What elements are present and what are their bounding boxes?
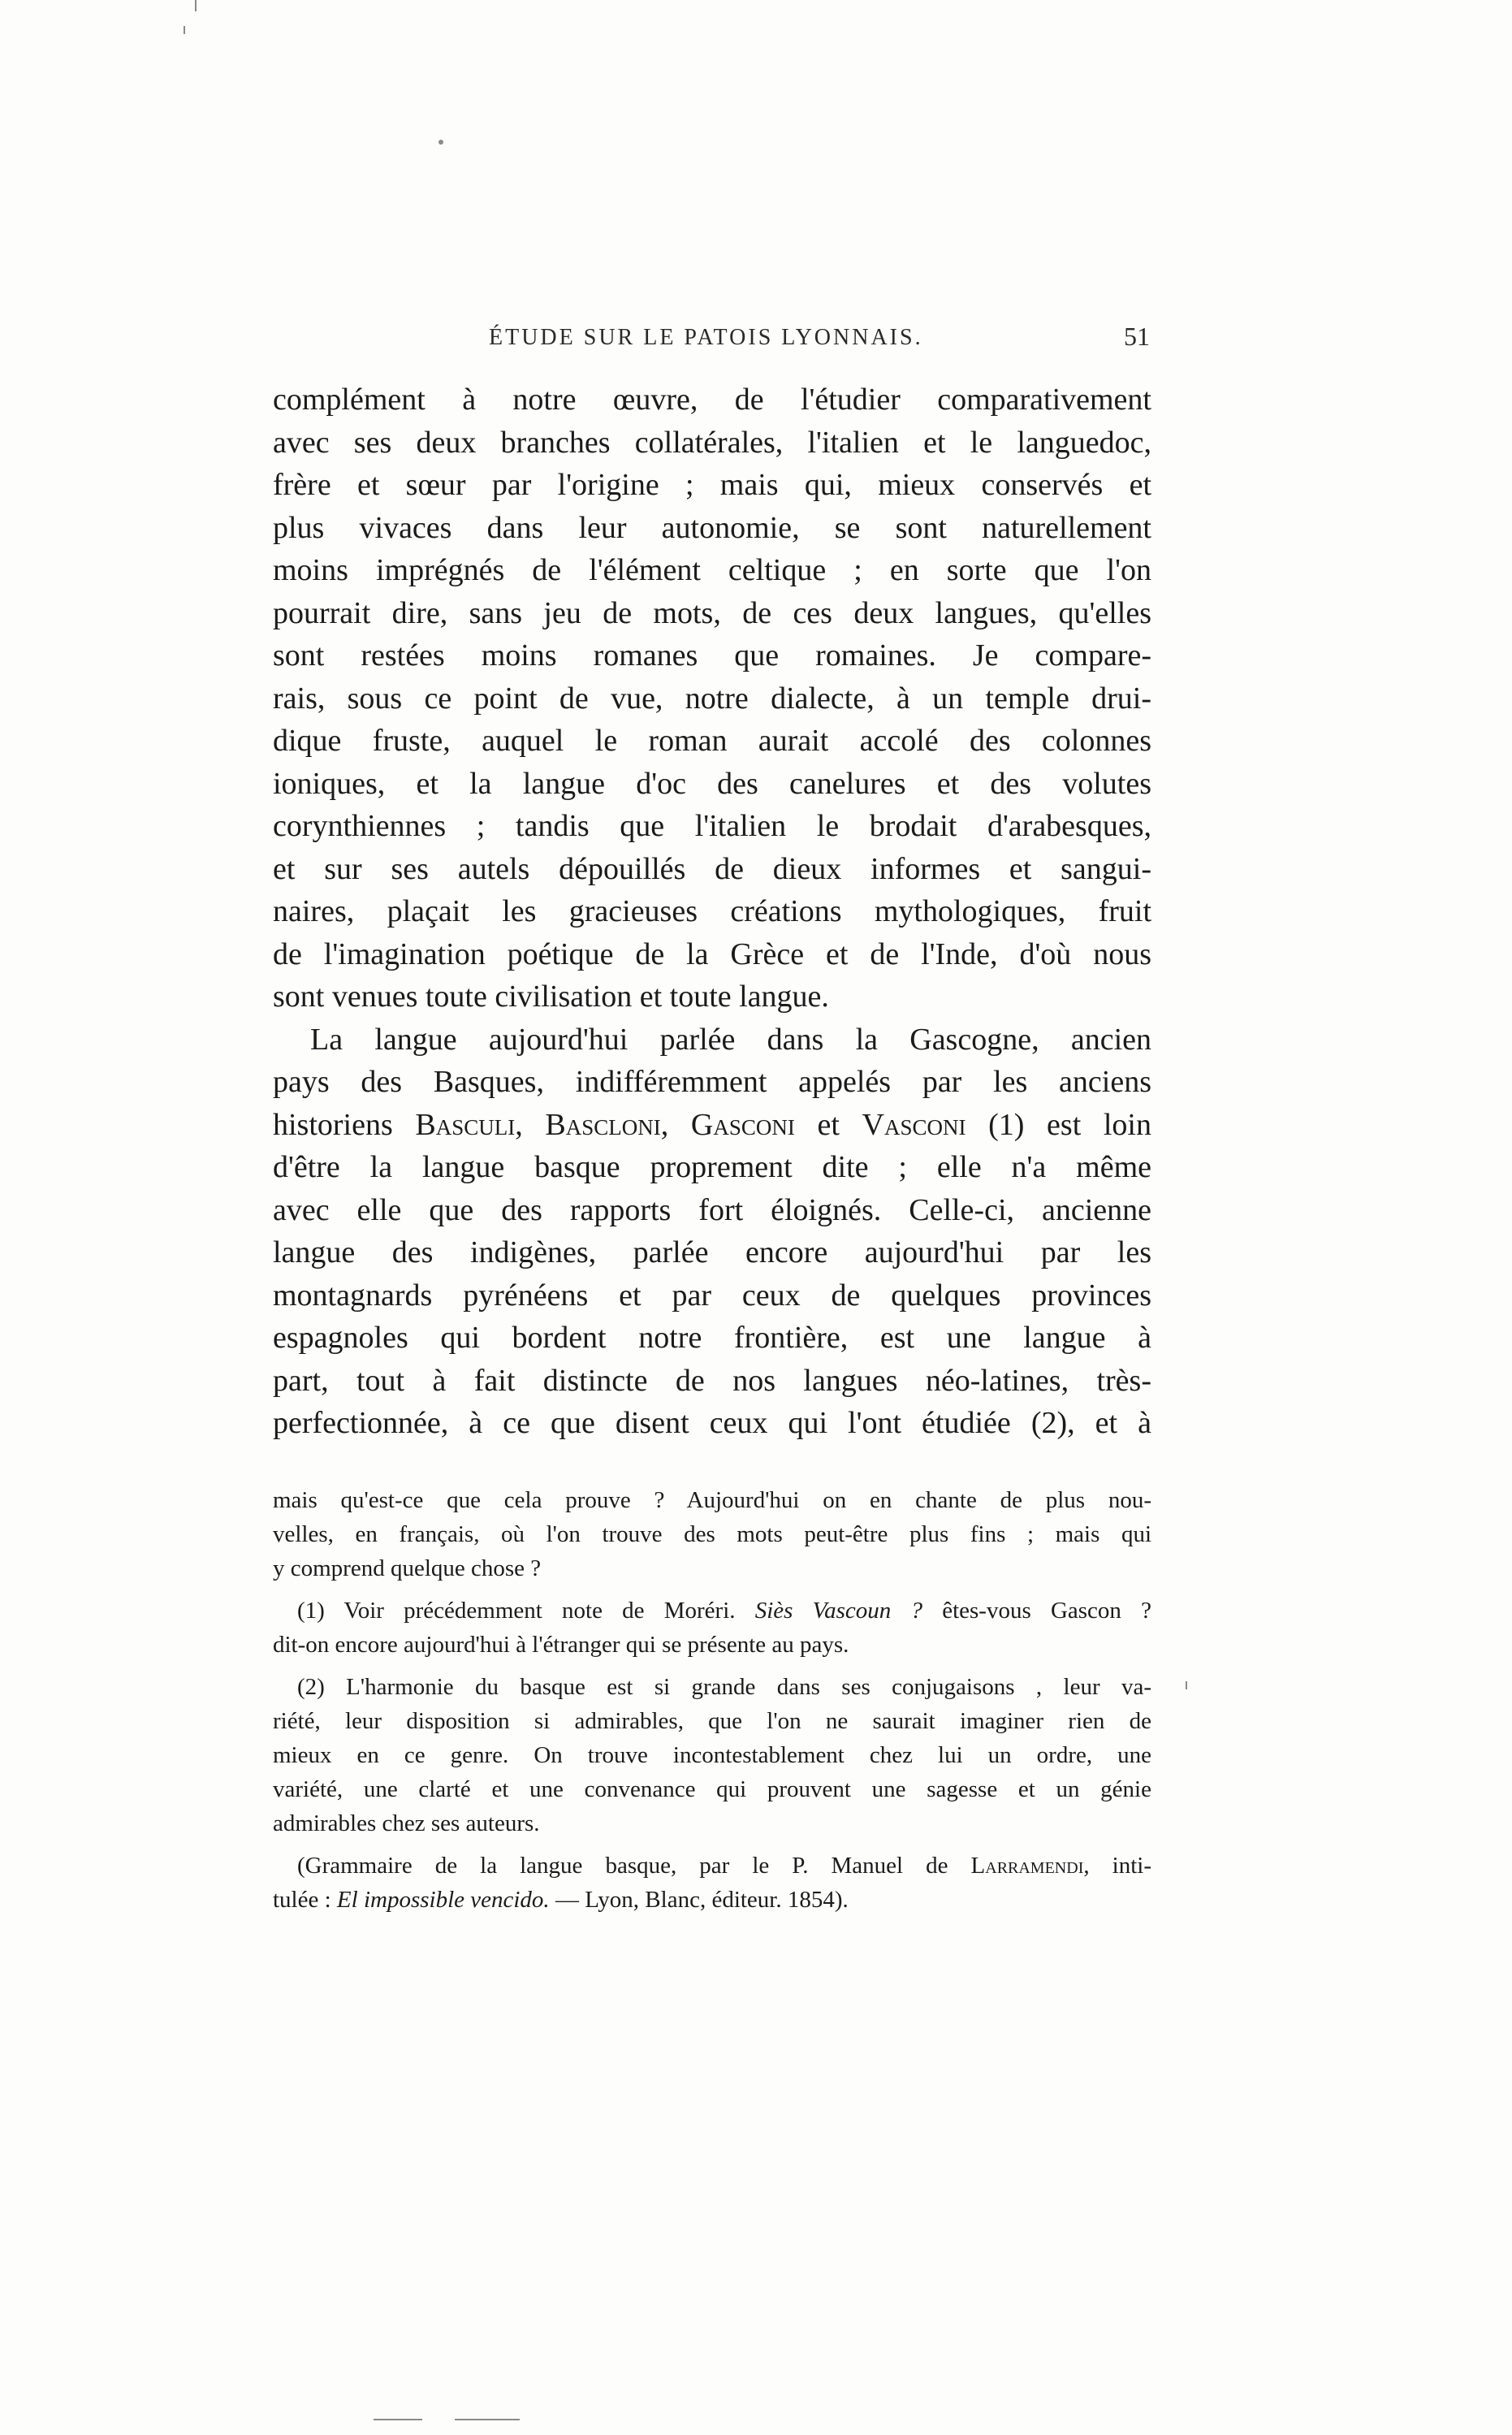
text-run: et (794, 1107, 862, 1142)
page-number: 51 (1124, 322, 1150, 351)
text-line: d'être la langue basque proprement dite ; elle n'a même (273, 1150, 1151, 1184)
text-line: pourrait dire, sans jeu de mots, de ces deux langues, qu'elles (273, 595, 1151, 630)
text-line: frère et sœur par l'origine ; mais qui, mieux conservés et (273, 468, 1151, 502)
footnote-gap (273, 1662, 1151, 1670)
text-run: (1) Voir précédemment note de Moréri. (297, 1598, 755, 1624)
footnote-1-line (273, 1594, 1151, 1628)
footnote-2-line: admirables chez ses auteurs. (273, 1810, 540, 1836)
text-line: part, tout à fait distincte de nos langues néo-latines, très- (273, 1363, 1151, 1398)
historian-name: Gasconi (690, 1107, 795, 1142)
footnote-2-line: (2) L'harmonie du basque est si grande dans ses conjugaisons , leur va- (297, 1674, 1151, 1700)
text-line: ioniques, et la langue d'oc des canelures et des volutes (273, 766, 1151, 801)
bottom-scan-artifact (374, 2419, 422, 2420)
text-line: pays des Basques, indifféremment appelés par les anciens (273, 1065, 1151, 1099)
footnote-continuation-line: velles, en français, où l'on trouve des mots peut-être plus fins ; mais qui (273, 1521, 1151, 1547)
text-line: corynthiennes ; tandis que l'italien le brodait d'arabesques, (273, 809, 1151, 843)
text-line: avec elle que des rapports fort éloignés. Celle-ci, ancienne (273, 1192, 1151, 1227)
text-line: complément à notre œuvre, de l'étudier comparativement (273, 383, 1151, 417)
scan-tick (184, 26, 185, 34)
text-line: rais, sous ce point de vue, notre dialecte, à un temple drui- (273, 681, 1151, 716)
footnote-continuation-line: y comprend quelque chose ? (273, 1555, 542, 1581)
footnote-gap (273, 1840, 1151, 1849)
text-line: espagnoles qui bordent notre frontière, est une langue à (273, 1321, 1151, 1355)
text-line: naires, plaçait les gracieuses créations mythologiques, fruit (273, 894, 1151, 928)
text-run: , (515, 1107, 546, 1142)
text-line: avec ses deux branches collatérales, l'italien et le languedoc, (273, 425, 1151, 460)
text-line: montagnards pyrénéens et par ceux de quelques provinces (273, 1278, 1151, 1313)
text-line: dique fruste, auquel le roman aurait accolé des colonnes (273, 724, 1151, 758)
book-title: El impossible vencido. (336, 1887, 550, 1913)
citation-line (273, 1849, 1151, 1883)
paragraph-start-line: La langue aujourd'hui parlée dans la Gascogne, ancien (310, 1022, 1151, 1057)
text-run: , inti- (1083, 1853, 1151, 1879)
text-line: de l'imagination poétique de la Grèce et de l'Inde, d'où nous (273, 936, 1151, 971)
scan-tick (1186, 1681, 1187, 1689)
scan-tick (195, 0, 197, 11)
text-line: et sur ses autels dépouillés de dieux informes et sangui- (273, 851, 1151, 886)
footnote-1-line: dit-on encore aujourd'hui à l'étranger qui se présente au pays. (273, 1632, 849, 1658)
footnote-2-line: riété, leur disposition si admirables, que l'on ne saurait imaginer rien de (273, 1708, 1151, 1734)
text-run: (Grammaire de la langue basque, par le P. Manuel de (297, 1853, 971, 1879)
footnote-2-line: variété, une clarté et une convenance qui prouvent une sagesse et un génie (273, 1776, 1151, 1802)
historian-name: Basculi (415, 1107, 516, 1142)
text-line: plus vivaces dans leur autonomie, se sont naturellement (273, 510, 1151, 545)
author-name: Larramendi (970, 1853, 1084, 1879)
text-run: — Lyon, Blanc, éditeur. 1854). (549, 1887, 849, 1913)
text-line: perfectionnée, à ce que disent ceux qui l'ont étudiée (2), et à (273, 1406, 1151, 1440)
footnote-2-line: mieux en ce genre. On trouve incontestablement chez lui un ordre, une (273, 1742, 1151, 1768)
text-line: langue des indigènes, parlée encore aujourd'hui par les (273, 1235, 1151, 1269)
footnote-gap (273, 1585, 1151, 1594)
historian-name: Bascloni (545, 1107, 661, 1142)
text-run: (1) est loin (966, 1107, 1151, 1142)
footnote-continuation-line: mais qu'est-ce que cela prouve ? Aujourd'hui on en chante de plus nou- (273, 1487, 1151, 1513)
text-run: , (660, 1107, 691, 1142)
text-run: êtes-vous Gascon ? (922, 1598, 1152, 1624)
text-run: historiens (273, 1107, 416, 1142)
page-header (273, 322, 1150, 357)
paragraph-end-line: sont venues toute civilisation et toute langue. (273, 980, 829, 1014)
footnotes (273, 1483, 1151, 1917)
citation-line (273, 1883, 1151, 1917)
gascon-phrase: Siès Vascoun ? (754, 1598, 923, 1624)
scan-speck (438, 140, 443, 145)
text-line-historians (273, 1104, 1151, 1147)
text-line: moins imprégnés de l'élément celtique ; en sorte que l'on (273, 553, 1151, 587)
main-text (273, 378, 1151, 1445)
text-run: tulée : (273, 1887, 337, 1913)
text-line: sont restées moins romanes que romaines. Je compare- (273, 638, 1151, 673)
historian-name: Vasconi (862, 1107, 966, 1142)
running-title: ÉTUDE SUR LE PATOIS LYONNAIS. (489, 325, 923, 350)
bottom-scan-artifact (455, 2419, 520, 2420)
